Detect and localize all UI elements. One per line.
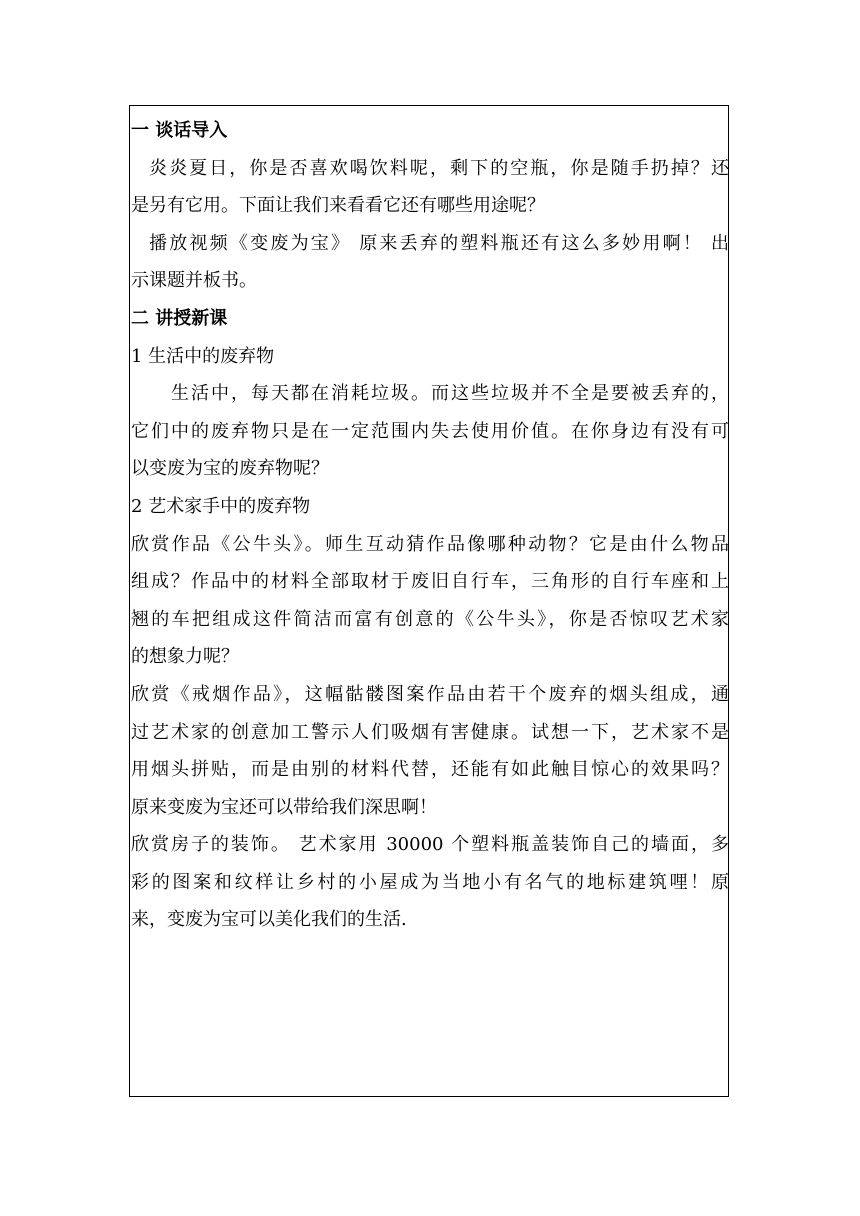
- lesson-content: [131, 112, 729, 939]
- section1-para2-line2: 示课题并板书。: [131, 270, 257, 292]
- section1-heading: 一 谈话导入: [131, 120, 228, 141]
- subsection1-title: 1 生活中的废弃物: [131, 345, 275, 367]
- section2-heading: 二 讲授新课: [131, 307, 228, 329]
- section1-para1-line1: 炎炎夏日，你是否喜欢喝饮料呢，剩下的空瓶，你是随手扔掉？还: [149, 157, 729, 179]
- section1-para1-line2: 是另有它用。下面让我们来看看它还有哪些用途呢？: [131, 195, 545, 217]
- bull-para-line4: 的想象力呢？: [131, 646, 239, 668]
- smoke-para-line1: 欣赏《戒烟作品》，这幅骷髅图案作品由若干个废弃的烟头组成，通: [131, 683, 729, 705]
- smoke-para-line4: 原来变废为宝还可以带给我们深思啊！: [131, 796, 437, 818]
- subsection1-para-line1: 生活中，每天都在消耗垃圾。而这些垃圾并不全是要被丢弃的，: [171, 383, 729, 405]
- subsection1-para-line2: 它们中的废弃物只是在一定范围内失去使用价值。在你身边有没有可: [131, 420, 729, 442]
- smoke-para-line2: 过艺术家的创意加工警示人们吸烟有害健康。试想一下，艺术家不是: [131, 721, 729, 743]
- section1-para2-line1: 播放视频《变废为宝》 原来丢弃的塑料瓶还有这么多妙用啊！ 出: [149, 232, 729, 254]
- bull-para-line1: 欣赏作品《公牛头》。师生互动猜作品像哪种动物？它是由什么物品: [131, 533, 729, 555]
- house-para-line2: 彩的图案和纹样让乡村的小屋成为当地小有名气的地标建筑哩！原: [131, 871, 729, 893]
- subsection2-title: 2 艺术家手中的废弃物: [131, 495, 311, 517]
- bull-para-line3: 翘的车把组成这件简洁而富有创意的《公牛头》，你是否惊叹艺术家: [131, 608, 729, 630]
- house-para-line3: 来，变废为宝可以美化我们的生活.: [131, 909, 407, 931]
- smoke-para-line3: 用烟头拼贴，而是由别的材料代替，还能有如此触目惊心的效果吗？: [131, 759, 729, 781]
- house-para-line1: 欣赏房子的装饰。 艺术家用 30000 个塑料瓶盖装饰自己的墙面，多: [131, 834, 729, 856]
- subsection1-para-line3: 以变废为宝的废弃物呢？: [131, 458, 329, 480]
- bull-para-line2: 组成？作品中的材料全部取材于废旧自行车，三角形的自行车座和上: [131, 571, 729, 593]
